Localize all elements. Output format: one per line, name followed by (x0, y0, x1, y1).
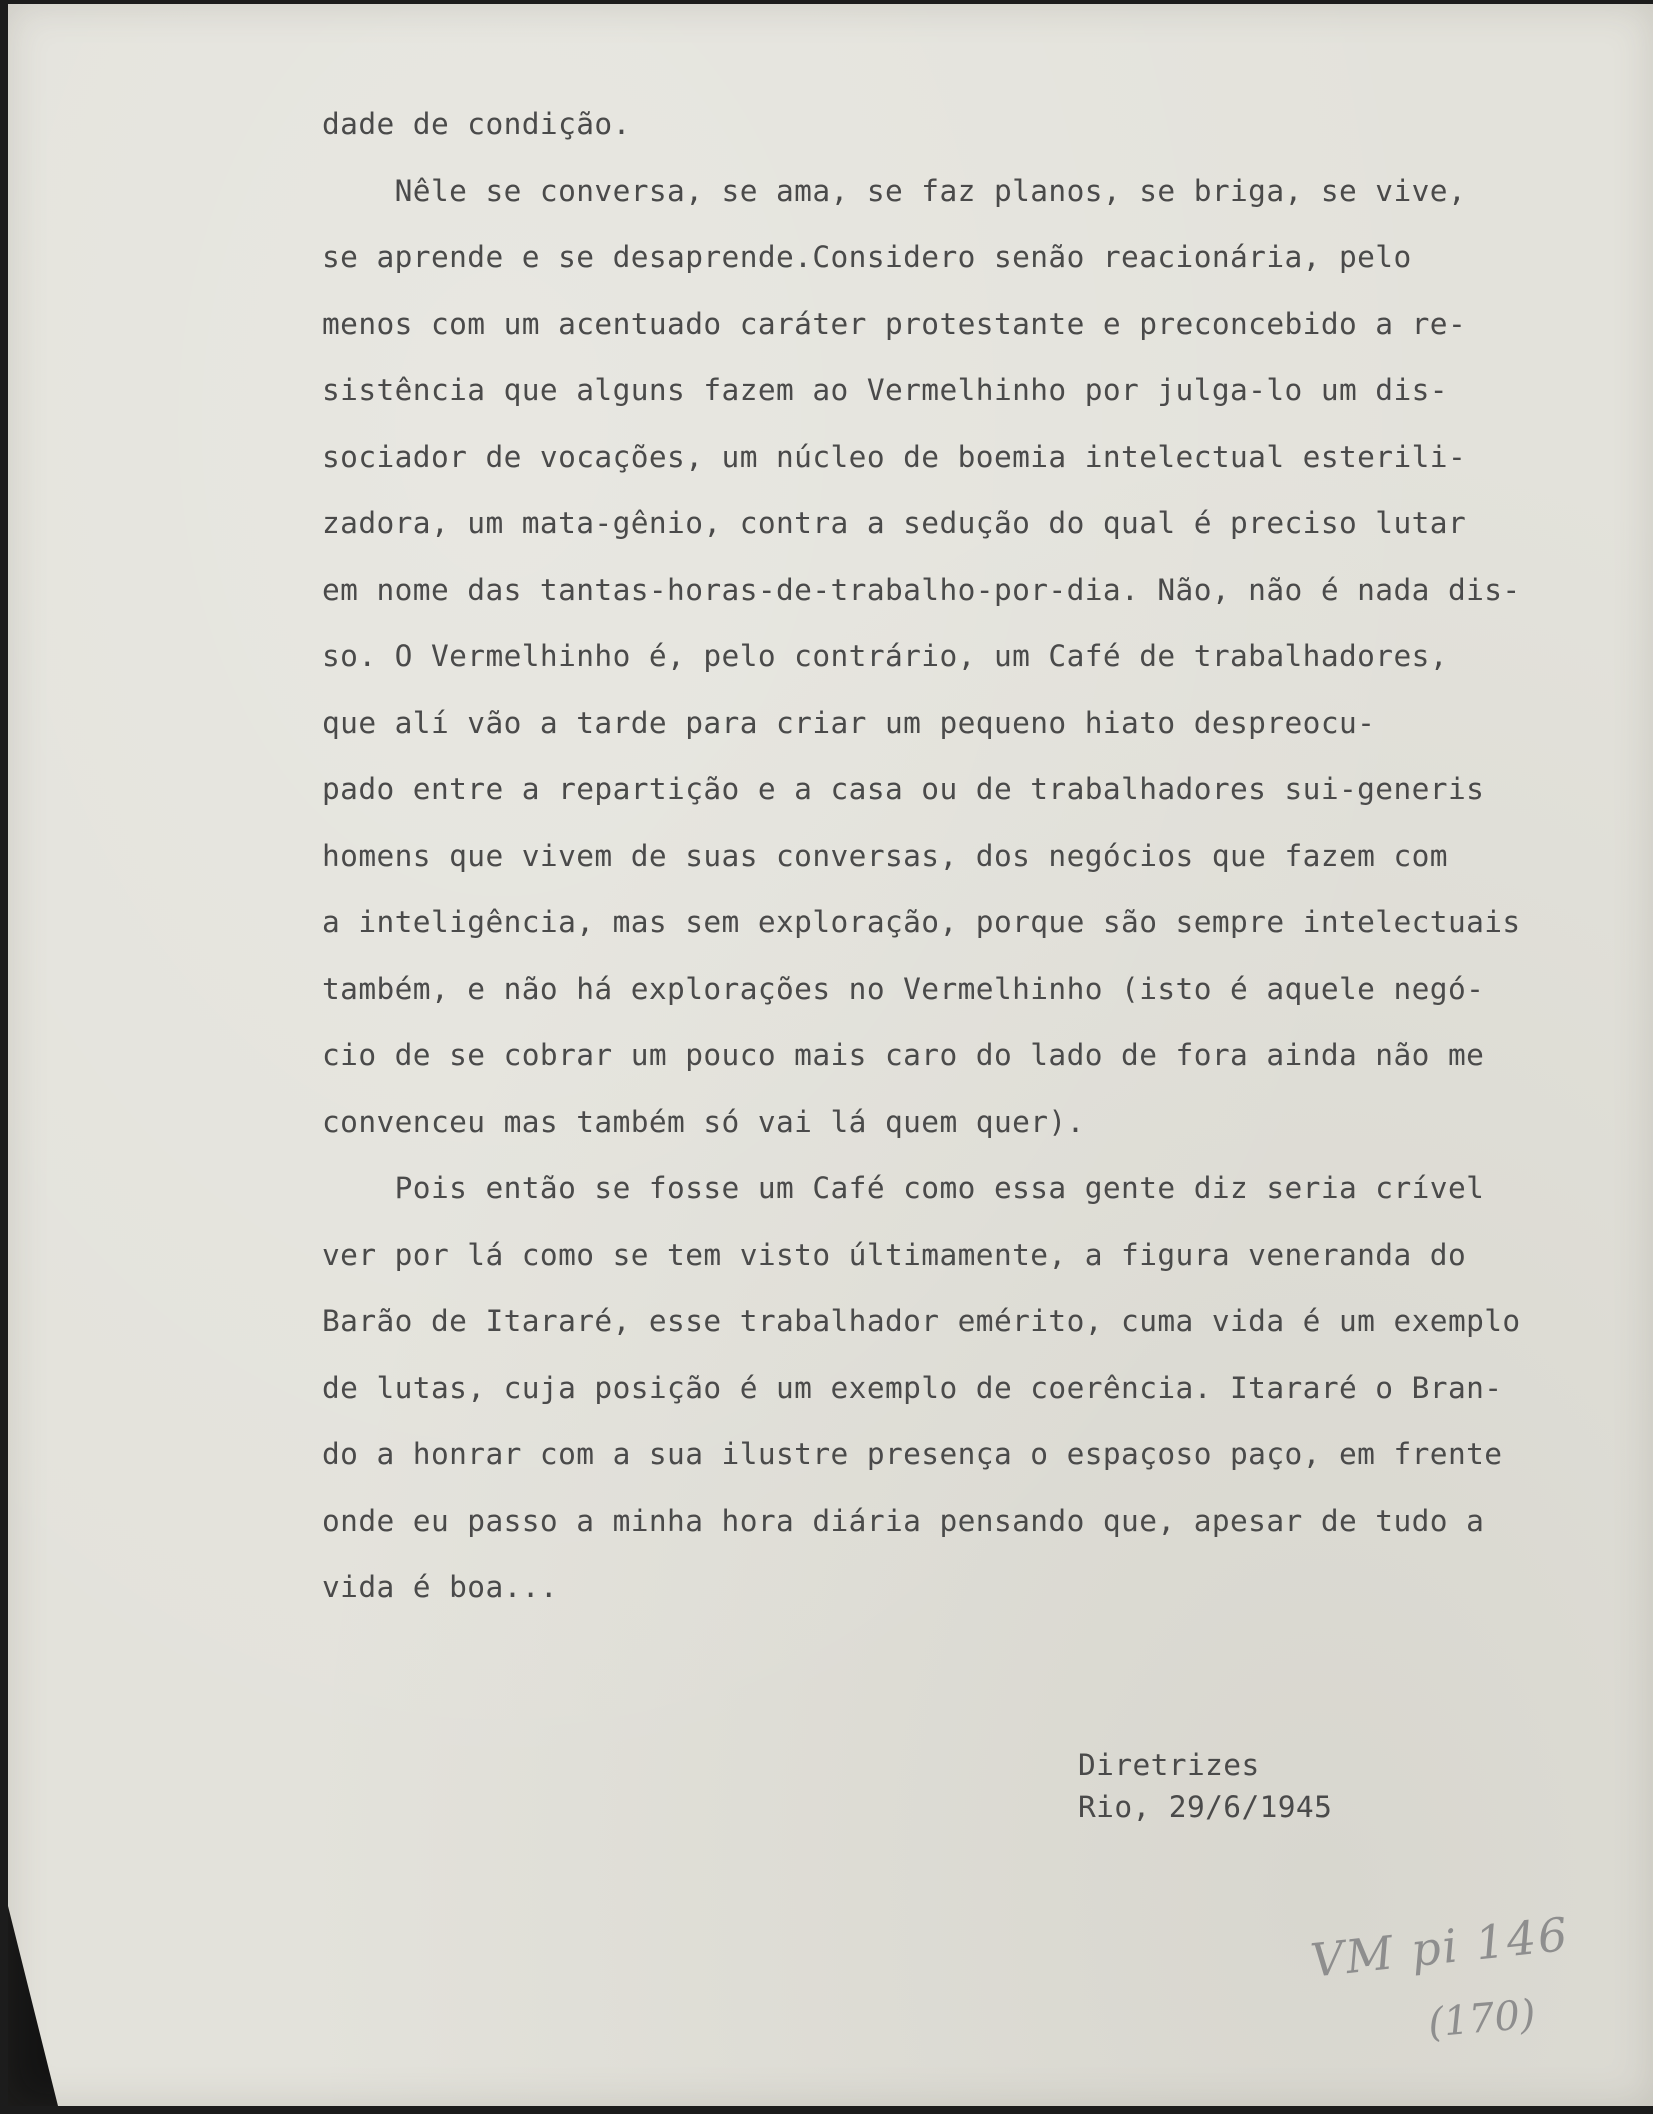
document-page (8, 4, 1653, 2106)
text-line: de lutas, cuja posição é um exemplo de coerência. Itararé o Bran- (322, 1370, 1503, 1405)
publication-name: Diretrizes (1078, 1748, 1260, 1782)
text-line: pado entre a repartição e a casa ou de trabalhadores sui-generis (322, 772, 1485, 806)
text-line: sociador de vocações, um núcleo de boemia intelectual esterili- (322, 439, 1467, 474)
text-line: zadora, um mata-gênio, contra a sedução do qual é preciso lutar (322, 506, 1467, 540)
archive-annotation (1308, 1906, 1608, 2054)
text-line: Nêle se conversa, se ama, se faz planos, se briga, se vive, (322, 173, 1467, 208)
text-line: ver por lá como se tem visto últimamente, a figura veneranda do (322, 1237, 1467, 1272)
text-line: também, e não há explorações no Vermelhinho (isto é aquele negó- (322, 971, 1485, 1006)
page-corner-shadow (8, 1906, 58, 2106)
text-line: vida é boa... (322, 1570, 559, 1604)
signature-block (1078, 1744, 1332, 1828)
typewritten-text (322, 106, 1642, 1636)
text-line: homens que vivem de suas conversas, dos negócios que fazem com (322, 838, 1448, 873)
text-line: sistência que alguns fazem ao Vermelhinho por julga-lo um dis- (322, 373, 1448, 407)
place-date: Rio, 29/6/1945 (1078, 1790, 1333, 1824)
text-line: em nome das tantas-horas-de-trabalho-por-dia. Não, não é nada dis- (322, 572, 1521, 607)
text-line: onde eu passo a minha hora diária pensando que, apesar de tudo a (322, 1503, 1485, 1538)
text-line: so. O Vermelhinho é, pelo contrário, um Café de trabalhadores, (322, 639, 1448, 673)
archive-reference: VM pi 146 (1308, 1906, 1572, 1988)
text-line: a inteligência, mas sem exploração, porque são sempre intelectuais (322, 905, 1521, 939)
text-line: Barão de Itararé, esse trabalhador emérito, cuma vida é um exemplo (322, 1304, 1521, 1338)
text-line: se aprende e se desaprende.Considero senão reacionária, pelo (322, 240, 1412, 274)
text-line: menos com um acentuado caráter protestante e preconcebido a re- (322, 306, 1467, 341)
text-line: do a honrar com a sua ilustre presença o espaçoso paço, em frente (322, 1437, 1503, 1471)
text-line: Pois então se fosse um Café como essa gente diz seria crível (322, 1171, 1485, 1205)
archive-page-number: (170) (1426, 1991, 1538, 2047)
text-line: cio de se cobrar um pouco mais caro do lado de fora ainda não me (322, 1038, 1485, 1072)
text-line: dade de condição. (322, 107, 631, 141)
text-line: convenceu mas também só vai lá quem quer). (322, 1104, 1085, 1139)
text-line: que alí vão a tarde para criar um pequeno hiato despreocu- (322, 705, 1376, 740)
